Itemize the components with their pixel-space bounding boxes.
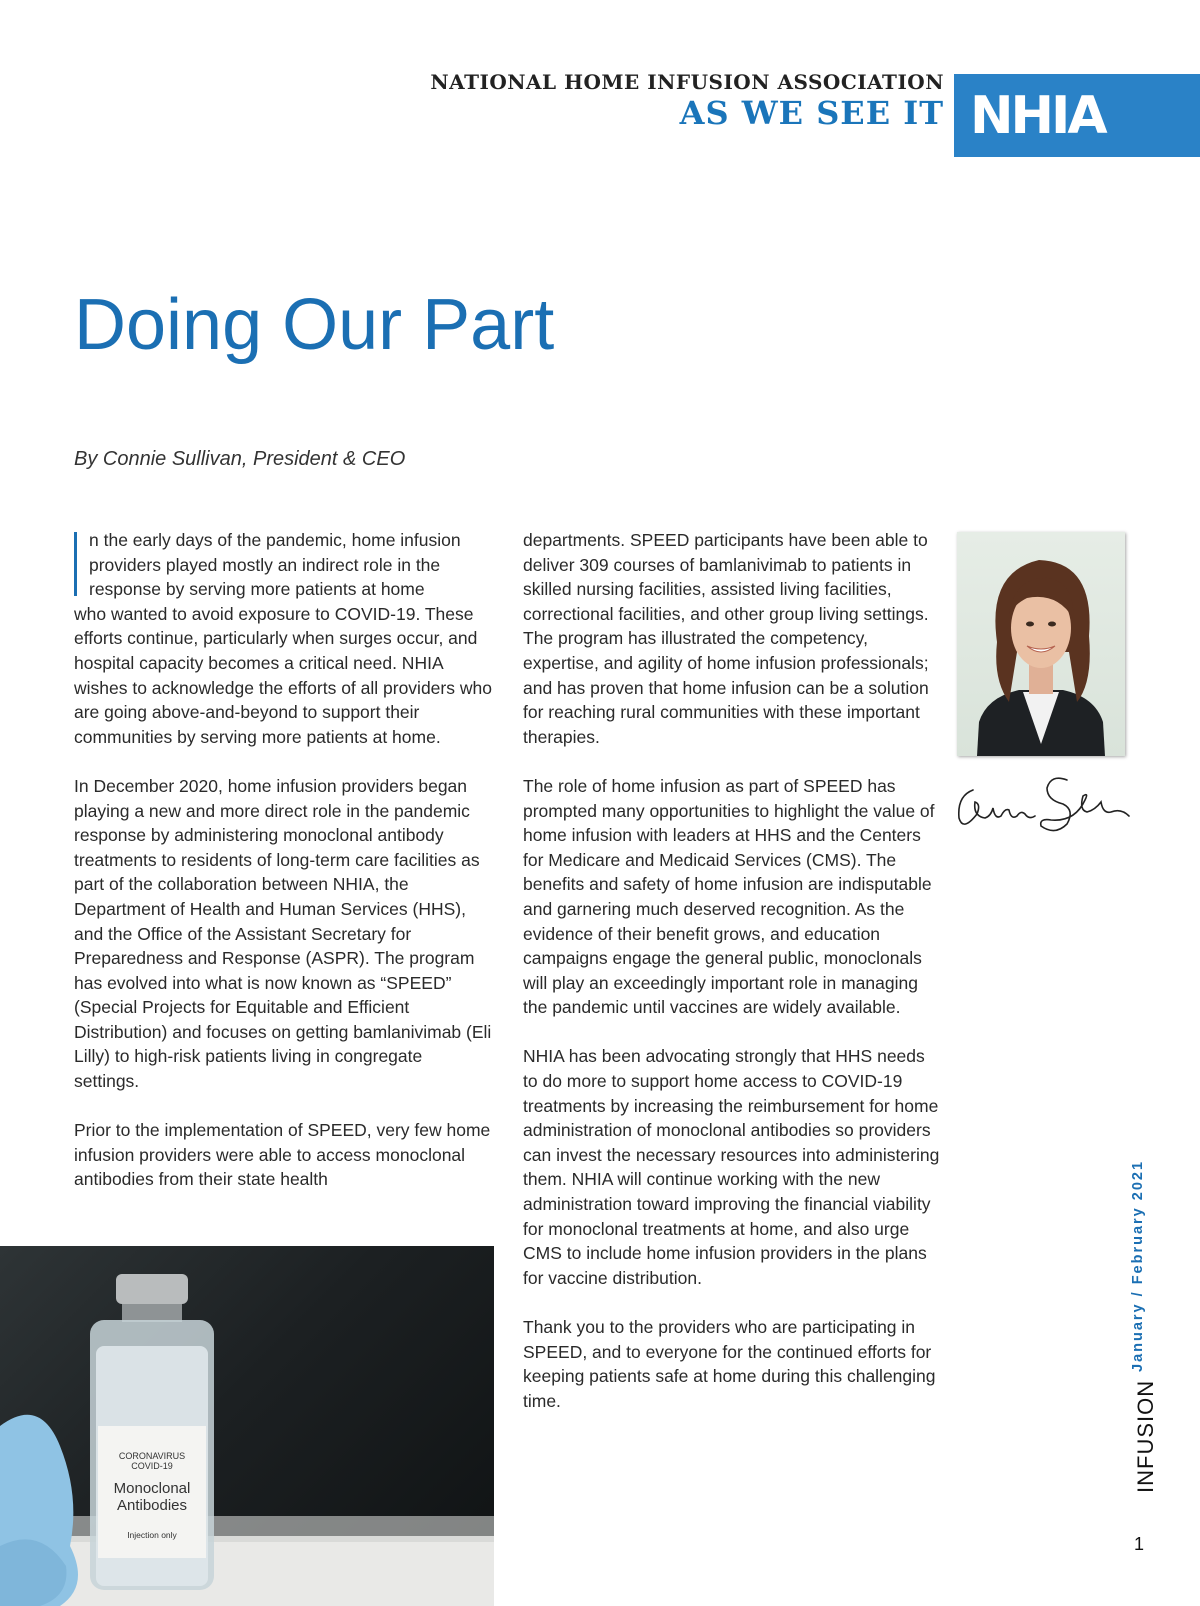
intro-rest: who wanted to avoid exposure to COVID-19. These efforts continue, particularly when surges occur, and hospital capacity becomes a critical need. NHIA wishes to acknowledge the efforts of all providers who are going above-and-beyond to support their communities by serving more patients at home. <box>74 603 492 747</box>
intro-paragraph <box>74 528 492 749</box>
association-name: NATIONAL HOME INFUSION ASSOCIATION <box>430 70 944 94</box>
vial-label-line: Monoclonal <box>113 1480 191 1497</box>
vial-photo <box>0 1246 494 1606</box>
vial-label-line: COVID-19 <box>131 1461 173 1471</box>
vial-label-main <box>98 1480 206 1514</box>
vial-label-line: CORONAVIRUS <box>118 1451 186 1461</box>
intro-line: providers played mostly an indirect role in the <box>89 554 441 575</box>
paragraph-3-continued: departments. SPEED participants have been able to deliver 309 courses of bamlanivimab to patients in skilled nursing facilities, assisted living facilities, correctional facilities, and other group living settings. The program has illustrated the competency, expertise, and agility of home infusion professionals; and has proven that home infusion can be a solution for reaching rural communities with these important therapies. <box>523 530 929 747</box>
author-photo <box>957 532 1125 756</box>
paragraph-3: Prior to the implementation of SPEED, very few home infusion providers were able to access monoclonal antibodies from their state health <box>74 1120 491 1190</box>
nhia-logo-text: NHIA <box>970 86 1105 146</box>
article-column-left <box>74 528 492 1217</box>
vial-label-bottom: Injection only <box>127 1530 177 1540</box>
drop-cap-i <box>74 532 77 596</box>
vial-photo-illustration <box>0 1246 494 1606</box>
author-signature <box>955 770 1140 840</box>
author-portrait-illustration <box>957 532 1125 756</box>
infusion-brand: INFUSION <box>1133 1379 1158 1493</box>
paragraph-5: NHIA has been advocating strongly that HHS needs to do more to support home access to COVID-19 treatments by increasing the reimbursement for home administration of monoclonal antibodies so providers can invest the necessary resources into administering them. NHIA will continue working with the new administration toward improving the financial viability for monoclonal treatments at home, and also urge CMS to include home infusion providers in the plans for vaccine distribution. <box>523 1046 940 1288</box>
nhia-logo <box>954 74 1200 157</box>
article-column-right <box>523 528 943 1438</box>
section-title: AS WE SEE IT <box>679 94 944 132</box>
vial-label-top <box>98 1451 206 1471</box>
intro-line: response by serving more patients at home <box>89 579 425 600</box>
vial-label-line: Antibodies <box>116 1497 188 1514</box>
intro-line: n the early days of the pandemic, home infusion <box>89 530 461 550</box>
paragraph-6: Thank you to the providers who are participating in SPEED, and to everyone for the continued efforts for keeping patients safe at home during this challenging time. <box>523 1317 936 1411</box>
article-byline: By Connie Sullivan, President & CEO <box>74 448 406 470</box>
article-title: Doing Our Part <box>74 285 555 365</box>
page-number: 1 <box>1134 1534 1145 1554</box>
paragraph-4: The role of home infusion as part of SPEED has prompted many opportunities to highlight the value of home infusion with leaders at HHS and the Centers for Medicare and Medicaid Services (CMS). The benefits and safety of home infusion are indisputable and garnering much deserved recognition. As the evidence of their benefit grows, and education campaigns engage the general public, monoclonals will play an exceedingly important role in managing the pandemic until vaccines are widely available. <box>523 775 935 1018</box>
paragraph-2: In December 2020, home infusion providers began playing a new and more direct role in the pandemic response by administering monoclonal antibody treatments to residents of long-term care facilities as part of the collaboration between NHIA, the Department of Health and Human Services (HHS), and the Office of the Assistant Secretary for Preparedness and Response (ASPR). The program has evolved into what is now known as “SPEED” (Special Projects for Equitable and Efficient Distribution) and focuses on getting bamlanivimab (Eli Lilly) to high-risk patients living in congregate settings. <box>74 775 492 1092</box>
issue-date: January / February 2021 <box>1130 1159 1146 1372</box>
